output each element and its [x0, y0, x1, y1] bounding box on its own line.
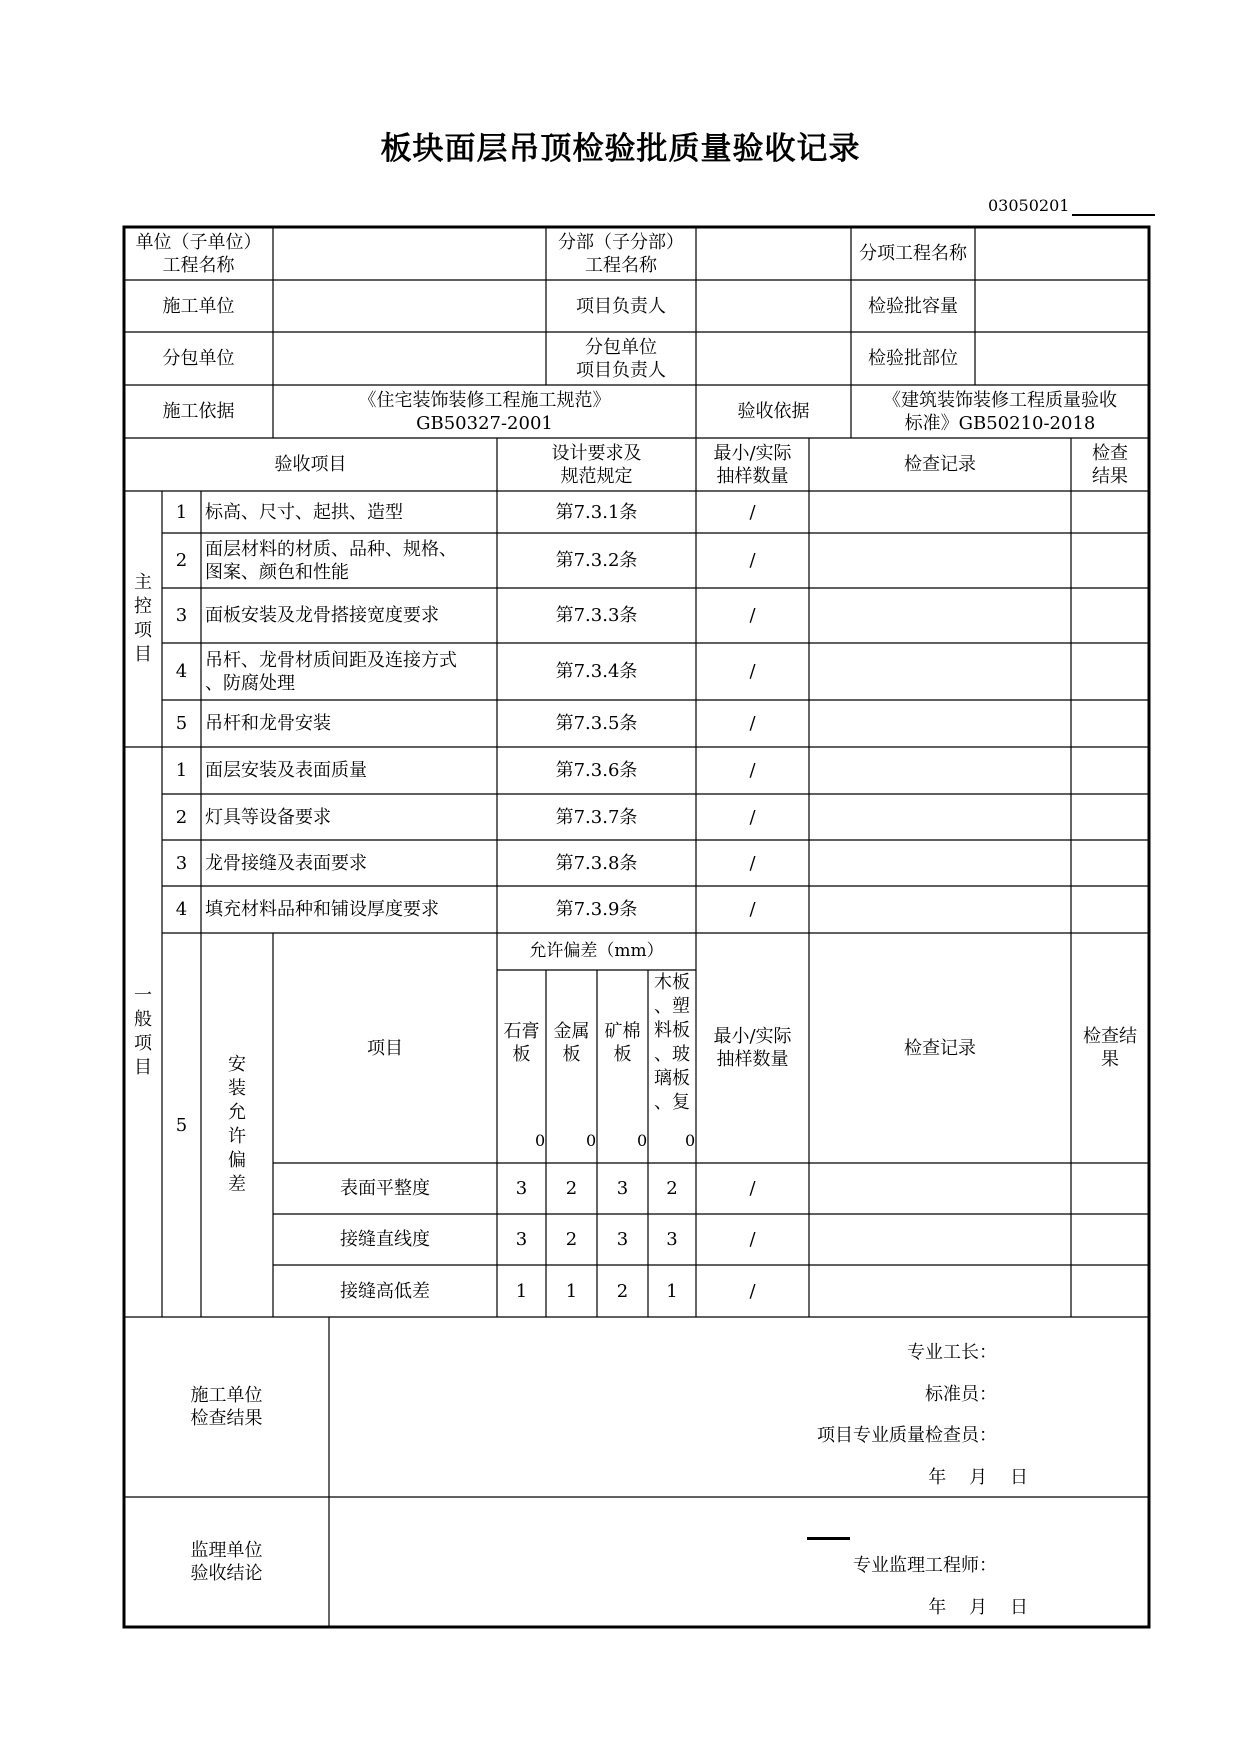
- main-item-clause: 第7.3.1条: [555, 501, 638, 523]
- general-item-sample: /: [749, 760, 756, 781]
- constructor-label: 施工单位: [162, 295, 235, 317]
- deviation-value: 3: [666, 1229, 678, 1250]
- main-item-record[interactable]: [809, 491, 1071, 533]
- deviation-record[interactable]: [809, 1214, 1071, 1265]
- main-item-no: 1: [175, 501, 188, 523]
- general-item-clause: 第7.3.7条: [555, 806, 638, 828]
- constructor-field[interactable]: [273, 280, 546, 332]
- general-item-no: 4: [175, 899, 188, 920]
- batch-location-label: 检验批部位: [868, 348, 958, 369]
- deviation-record[interactable]: [809, 1163, 1071, 1214]
- supervising-engineer-label: 专业监理工程师：: [853, 1555, 997, 1576]
- main-item-result[interactable]: [1071, 643, 1149, 700]
- subcontractor-field[interactable]: [273, 332, 546, 385]
- general-group-label: 一 般 项 目: [134, 985, 152, 1078]
- dash-mark: [807, 1537, 850, 1540]
- col-sample-header: 最小/实际 抽样数量: [713, 442, 792, 487]
- general-item-name: 灯具等设备要求: [205, 806, 331, 828]
- material-gypsum-board: 石膏 板: [503, 1021, 540, 1065]
- basis-label: 施工依据: [162, 401, 235, 422]
- deviation-value: 3: [515, 1178, 528, 1199]
- main-item-sample: /: [749, 713, 756, 734]
- unit-name-field[interactable]: [273, 227, 546, 280]
- main-item-sample: /: [749, 661, 756, 682]
- main-item-clause: 第7.3.4条: [555, 661, 638, 682]
- form-code: 03050201: [988, 196, 1070, 215]
- col-record-header: 检查记录: [904, 454, 976, 475]
- batch-location-field[interactable]: [975, 332, 1149, 385]
- main-item-no: 2: [175, 550, 188, 571]
- deviation-result-header: 检查结 果: [1083, 1026, 1137, 1070]
- deviation-record-header: 检查记录: [904, 1037, 976, 1059]
- general-item-result[interactable]: [1071, 886, 1149, 933]
- deviation-value: 2: [666, 1178, 678, 1199]
- general-item-no: 1: [175, 760, 188, 781]
- general-item-sample: /: [749, 852, 756, 874]
- col-result-header: 检查 结果: [1092, 442, 1128, 487]
- col-requirement-header: 设计要求及 规范规定: [551, 442, 642, 487]
- sub-name-label: 分部（子分部） 工程名称: [558, 231, 684, 276]
- main-item-clause: 第7.3.3条: [555, 605, 638, 626]
- deviation-value: 3: [515, 1229, 528, 1250]
- project-leader-field[interactable]: [696, 280, 851, 332]
- main-item-no: 4: [175, 661, 188, 682]
- sub-name-field[interactable]: [696, 227, 851, 280]
- material-mineral-wool-board: 矿棉 板: [604, 1021, 641, 1065]
- main-item-name: 标高、尺寸、起拱、造型: [205, 501, 403, 523]
- sub-leader-label: 分包单位 项目负责人: [576, 336, 666, 381]
- deviation-result[interactable]: [1071, 1163, 1149, 1214]
- main-item-result[interactable]: [1071, 491, 1149, 533]
- general-item-result[interactable]: [1071, 840, 1149, 886]
- deviation-item-no: 5: [175, 1114, 188, 1136]
- general-item-record[interactable]: [809, 840, 1071, 886]
- main-item-sample: /: [749, 501, 756, 523]
- general-item-clause: 第7.3.8条: [555, 852, 638, 874]
- unit-name-label: 单位（子单位） 工程名称: [135, 231, 262, 276]
- deviation-sample-header: 最小/实际 抽样数量: [713, 1026, 792, 1070]
- page-title: 板块面层吊顶检验批质量验收记录: [380, 131, 861, 167]
- main-item-record[interactable]: [809, 700, 1071, 747]
- supervision-date: 年 月 日: [928, 1597, 1028, 1618]
- main-item-record[interactable]: [809, 588, 1071, 643]
- deviation-value: 2: [616, 1280, 629, 1302]
- main-item-result[interactable]: [1071, 588, 1149, 643]
- deviation-result[interactable]: [1071, 1214, 1149, 1265]
- main-item-sample: /: [749, 550, 756, 571]
- general-item-name: 填充材料品种和铺设厚度要求: [205, 899, 439, 920]
- deviation-item-header: 项目: [367, 1037, 403, 1059]
- general-item-result[interactable]: [1071, 747, 1149, 794]
- main-item-no: 3: [175, 605, 188, 626]
- item-name-field[interactable]: [975, 227, 1149, 280]
- general-item-result[interactable]: [1071, 794, 1149, 840]
- batch-capacity-field[interactable]: [975, 280, 1149, 332]
- basis-value: 《住宅装饰装修工程施工规范》 GB50327-2001: [358, 389, 611, 434]
- deviation-record[interactable]: [809, 1265, 1071, 1317]
- deviation-result[interactable]: [1071, 1265, 1149, 1317]
- deviation-sample: /: [749, 1280, 756, 1302]
- main-item-name: 面板安装及龙骨搭接宽度要求: [205, 605, 439, 626]
- item-name-label: 分项工程名称: [859, 243, 967, 264]
- deviation-value: 3: [616, 1178, 629, 1199]
- deviation-row-name: 接缝高低差: [340, 1280, 430, 1302]
- general-item-sample: /: [749, 806, 756, 828]
- general-item-clause: 第7.3.6条: [555, 760, 638, 781]
- acceptance-basis-label: 验收依据: [737, 401, 810, 422]
- deviation-sample: /: [749, 1178, 756, 1199]
- col-item-header: 验收项目: [274, 454, 347, 475]
- general-item-clause: 第7.3.9条: [555, 899, 638, 920]
- foreman-signature-label: 专业工长：: [907, 1342, 997, 1363]
- acceptance-basis-value: 《建筑装饰装修工程质量验收 标准》GB50210-2018: [883, 389, 1117, 434]
- supervision-label: 监理单位 验收结论: [190, 1540, 263, 1584]
- deviation-value: 1: [515, 1280, 528, 1302]
- deviation-sample: /: [749, 1229, 756, 1250]
- deviation-value: 3: [616, 1229, 629, 1250]
- quality-inspector-label: 项目专业质量检查员：: [817, 1425, 997, 1446]
- main-item-name: 吊杆和龙骨安装: [205, 713, 331, 734]
- deviation-group-label: 安 装 允 许 偏 差: [228, 1054, 246, 1195]
- general-item-name: 面层安装及表面质量: [205, 760, 367, 781]
- deviation-value: 2: [565, 1229, 578, 1250]
- main-item-name: 面层材料的材质、品种、规格、 图案、颜色和性能: [205, 538, 457, 583]
- main-item-record[interactable]: [809, 533, 1071, 588]
- deviation-value: 1: [565, 1280, 578, 1302]
- main-item-sample: /: [749, 605, 756, 626]
- construction-date: 年 月 日: [928, 1467, 1028, 1488]
- material-metal-board: 金属 板: [553, 1021, 590, 1065]
- main-item-no: 5: [175, 713, 188, 734]
- deviation-value: 2: [565, 1178, 578, 1199]
- sub-leader-field[interactable]: [696, 332, 851, 385]
- deviation-value: 1: [666, 1280, 678, 1302]
- deviation-row-name: 接缝直线度: [340, 1229, 430, 1250]
- main-item-clause: 第7.3.5条: [555, 713, 638, 734]
- material-wood-plastic-glass-board: 木板 、塑 料板 、玻 璃板 、复: [654, 972, 690, 1113]
- material-zero: 0: [637, 1131, 648, 1150]
- subcontractor-label: 分包单位: [162, 348, 235, 369]
- batch-capacity-label: 检验批容量: [868, 295, 958, 317]
- construction-check-label: 施工单位 检查结果: [190, 1385, 263, 1429]
- standard-officer-label: 标准员：: [925, 1384, 997, 1405]
- main-item-name: 吊杆、龙骨材质间距及连接方式 、防腐处理: [205, 649, 457, 694]
- general-item-no: 2: [175, 806, 188, 828]
- general-item-sample: /: [749, 899, 756, 920]
- allowed-deviation-header: 允许偏差（mm）: [529, 941, 664, 961]
- material-zero: 0: [586, 1131, 597, 1150]
- general-item-record[interactable]: [809, 794, 1071, 840]
- project-leader-label: 项目负责人: [576, 295, 666, 317]
- material-zero: 0: [535, 1131, 546, 1150]
- general-item-name: 龙骨接缝及表面要求: [205, 852, 367, 874]
- main-item-result[interactable]: [1071, 700, 1149, 747]
- main-control-group-label: 主 控 项 目: [134, 572, 152, 665]
- material-zero: 0: [685, 1131, 696, 1150]
- deviation-row-name: 表面平整度: [340, 1178, 430, 1199]
- main-item-result[interactable]: [1071, 533, 1149, 588]
- general-item-record[interactable]: [809, 747, 1071, 794]
- general-item-no: 3: [175, 852, 188, 874]
- main-item-record[interactable]: [809, 643, 1071, 700]
- main-item-clause: 第7.3.2条: [555, 550, 638, 571]
- general-item-record[interactable]: [809, 886, 1071, 933]
